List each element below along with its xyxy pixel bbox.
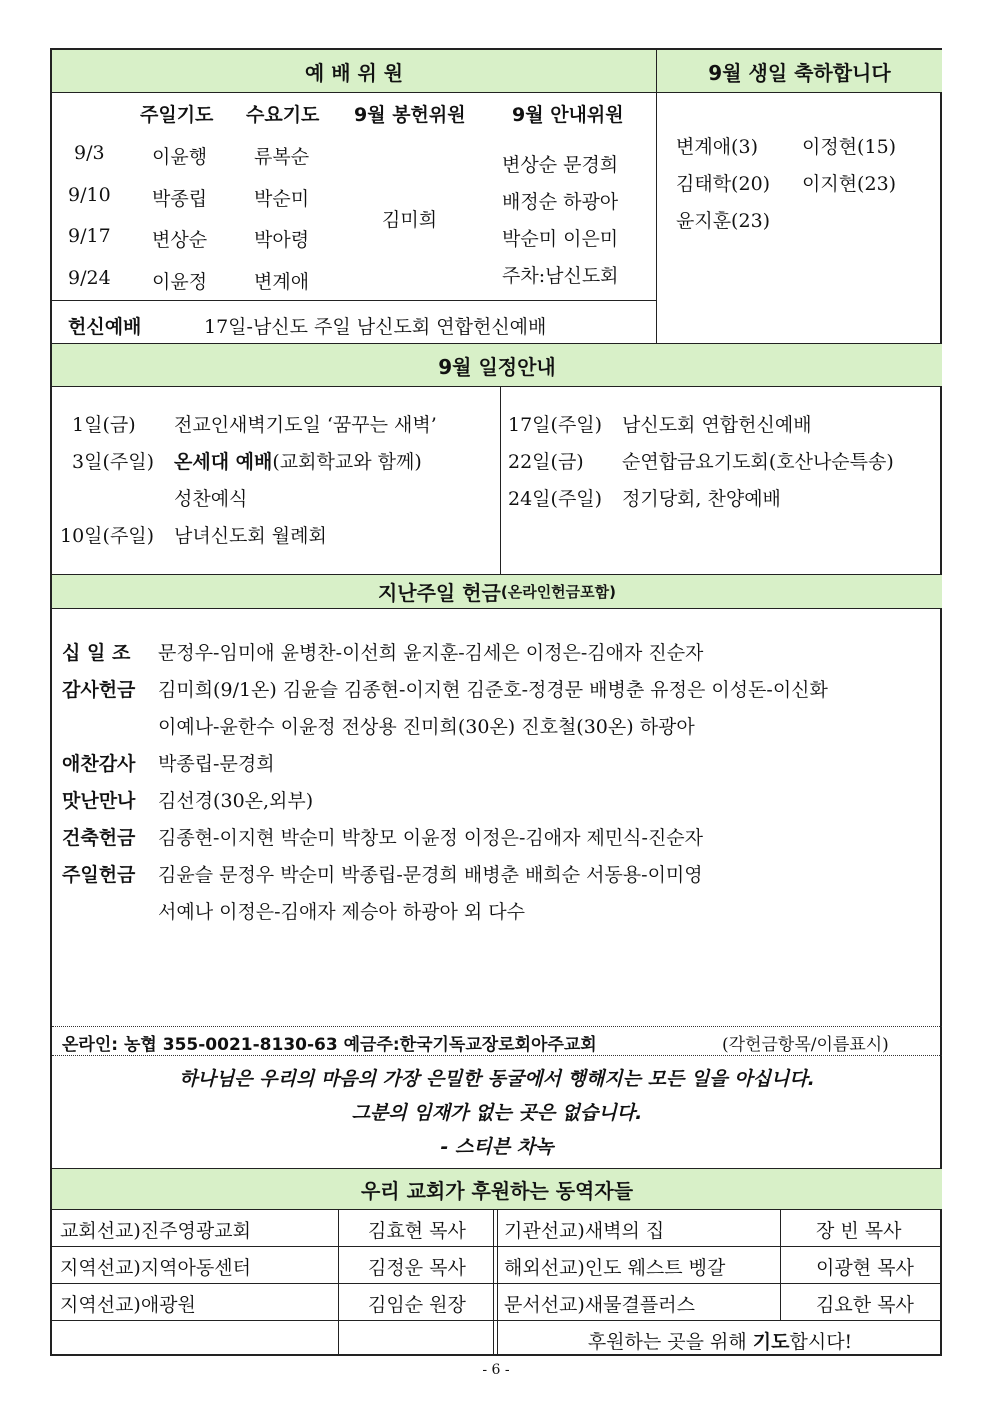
offering-names: 김선경(30온,외부) (158, 790, 314, 812)
offering-label: 감사헌금 (62, 679, 136, 701)
sunday-prayer-name: 이윤정 (152, 271, 208, 293)
offering-names: 문정우-임미애 윤병찬-이선희 윤지훈-김세은 이정은-김애자 진순자 (158, 642, 704, 664)
birthday-name: 이지현(23) (802, 173, 897, 195)
offering-row (62, 712, 695, 739)
usher-names: 변상순 문경희 (502, 154, 619, 176)
schedule-event: 남녀신도회 월례회 (174, 525, 327, 547)
date-cell: 9/17 (68, 225, 111, 247)
birthday-name: 김태학(20) (676, 173, 771, 195)
sunday-prayer-name: 변상순 (152, 229, 208, 251)
schedule-date: 10일(주일) (60, 525, 155, 547)
offering-row (62, 860, 703, 887)
wednesday-prayer-name: 류복순 (254, 146, 310, 168)
schedule-date: 22일(금) (508, 451, 584, 473)
schedule-date: 3일(주일) (72, 451, 154, 473)
support-person: 이광현 목사 (816, 1257, 914, 1279)
usher-names: 박순미 이은미 (502, 228, 619, 250)
col-header-ushers: 9월 안내위원 (512, 104, 624, 126)
offering-row (62, 675, 828, 702)
schedule-date: 24일(주일) (508, 488, 603, 510)
schedule-date: 17일(주일) (508, 414, 603, 436)
schedule-event: 전교인새벽기도일 ‘꿈꾸는 새벽’ (174, 414, 437, 436)
offering-label: 십 일 조 (62, 642, 131, 664)
wednesday-prayer-name: 박아령 (254, 229, 310, 251)
support-footer: 후원하는 곳을 위해 기도합시다! (587, 1331, 853, 1353)
offering-row (62, 786, 313, 813)
online-account: 온라인: 농협 355-0021-8130-63 예금주:한국기독교장로회아주교회 (62, 1035, 597, 1055)
support-person: 김효현 목사 (368, 1220, 466, 1242)
sunday-prayer-name: 박종립 (152, 188, 208, 210)
col-header-wednesday: 수요기도 (246, 104, 320, 126)
online-account-note: (각헌금항목/이름표시) (722, 1035, 889, 1055)
schedule-event-highlight: 온세대 예배 (174, 451, 273, 473)
date-cell: 9/3 (74, 142, 105, 164)
offering-member: 김미희 (382, 209, 438, 231)
offering-header: 지난주일 헌금 (온라인헌금포함) (52, 575, 942, 608)
offering-label: 주일헌금 (62, 864, 136, 886)
usher-names: 배정순 하광아 (502, 191, 619, 213)
birthday-name: 윤지훈(23) (676, 210, 771, 232)
offering-row (62, 823, 703, 850)
offering-names: 김윤슬 문정우 박순미 박종립-문경희 배병춘 배희순 서동용-이미영 (158, 864, 703, 886)
support-org: 교회선교)진주영광교회 (60, 1220, 251, 1242)
schedule-date: 1일(금) (72, 414, 136, 436)
offering-names: 서예나 이정은-김애자 제승아 하광아 외 다수 (158, 901, 525, 923)
col-header-sunday: 주일기도 (140, 104, 214, 126)
schedule-event: 정기당회, 찬양예배 (622, 488, 781, 510)
birthday-name: 이정현(15) (802, 136, 897, 158)
col-header-offering: 9월 봉헌위원 (354, 104, 466, 126)
schedule-event: 온세대 예배(교회학교와 함께) (174, 451, 422, 473)
offering-names: 김종현-이지현 박순미 박창모 이윤정 이정은-김애자 제민식-진순자 (158, 827, 704, 849)
support-org: 지역선교)지역아동센터 (60, 1257, 251, 1279)
page-number: - 6 - (482, 1362, 510, 1378)
schedule-event: 남신도회 연합헌신예배 (622, 414, 812, 436)
quote-line: 하나님은 우리의 마음의 가장 은밀한 동굴에서 행해지는 모든 일을 아십니다. (179, 1068, 815, 1090)
offering-row (62, 749, 275, 776)
support-header: 우리 교회가 후원하는 동역자들 (52, 1169, 942, 1209)
quote-author: - 스티븐 차녹 (440, 1136, 554, 1158)
support-footer-emphasis: 기도 (752, 1331, 790, 1353)
quote-line: 그분의 임재가 없는 곳은 없습니다. (351, 1102, 643, 1124)
date-cell: 9/24 (68, 267, 111, 289)
offering-row (62, 897, 525, 924)
offering-names: 박종립-문경희 (158, 753, 275, 775)
offering-header-note: (온라인헌금포함) (500, 583, 617, 601)
sunday-prayer-name: 이윤행 (152, 146, 208, 168)
birthday-name: 변계애(3) (676, 136, 758, 158)
wednesday-prayer-name: 변계애 (254, 271, 310, 293)
bulletin-page (50, 48, 942, 1356)
birthday-header: 9월 생일 축하합니다 (657, 50, 942, 92)
support-person: 김요한 목사 (816, 1294, 914, 1316)
offering-row (62, 638, 703, 665)
support-org: 기관선교)새벽의 집 (504, 1220, 665, 1242)
support-person: 김임순 원장 (368, 1294, 466, 1316)
schedule-event: 성찬예식 (174, 488, 248, 510)
offering-names: 김미희(9/1온) 김윤슬 김종현-이지현 김준호-정경문 배병춘 유정은 이성돈-이신화 (158, 679, 828, 701)
offering-label: 애찬감사 (62, 753, 136, 775)
offering-names: 이예나-윤한수 이윤정 전상용 진미희(30온) 진호철(30온) 하광아 (158, 716, 695, 738)
date-cell: 9/10 (68, 184, 111, 206)
support-org: 문서선교)새물결플러스 (504, 1294, 695, 1316)
support-person: 김정운 목사 (368, 1257, 466, 1279)
schedule-event: 순연합금요기도회(호산나순특송) (622, 451, 894, 473)
schedule-header: 9월 일정안내 (52, 344, 942, 386)
support-org: 해외선교)인도 웨스트 벵갈 (504, 1257, 726, 1279)
dedication-text: 17일-남신도 주일 남신도회 연합헌신예배 (204, 316, 547, 338)
parking-duty: 주차:남신도회 (502, 265, 619, 287)
offering-label: 건축헌금 (62, 827, 136, 849)
dedication-label: 헌신예배 (68, 316, 142, 338)
worship-header: 예 배 위 원 (52, 50, 656, 92)
wednesday-prayer-name: 박순미 (254, 188, 310, 210)
offering-label: 맛난만나 (62, 790, 136, 812)
support-org: 지역선교)애광원 (60, 1294, 196, 1316)
support-person: 장 빈 목사 (816, 1220, 902, 1242)
